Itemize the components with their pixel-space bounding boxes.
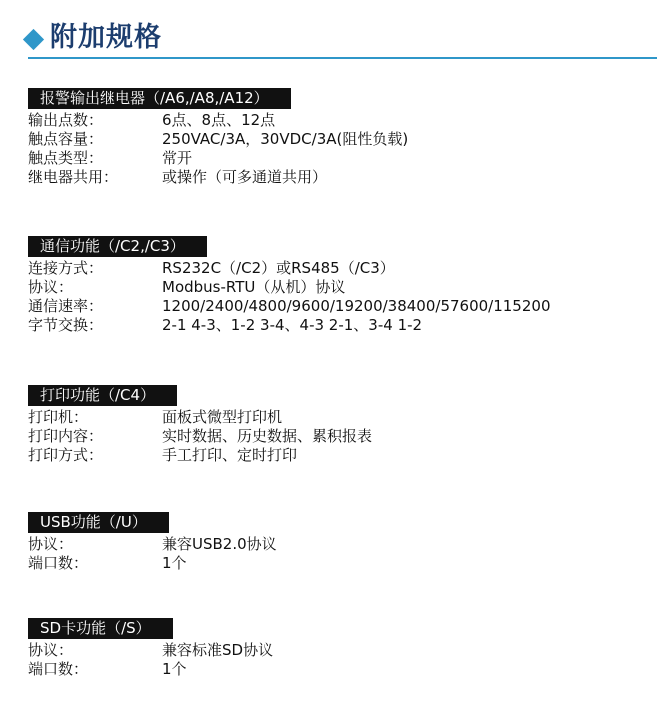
spec-value: 兼容USB2.0协议 — [162, 535, 277, 553]
spec-row — [28, 297, 551, 316]
section-title: 报警输出继电器（/A6,/A8,/A12） — [28, 88, 291, 109]
diamond-icon — [23, 28, 44, 49]
spec-row — [28, 446, 298, 465]
spec-row — [28, 278, 346, 297]
spec-row — [28, 535, 277, 554]
section-title: SD卡功能（/S） — [28, 618, 173, 639]
spec-label: 协议： — [28, 535, 74, 553]
spec-label: 连接方式： — [28, 259, 104, 277]
spec-value: RS232C（/C2）或RS485（/C3） — [162, 259, 395, 277]
section-title: USB功能（/U） — [28, 512, 169, 533]
spec-label: 继电器共用： — [28, 168, 119, 186]
section-print — [28, 385, 373, 465]
section-title: 通信功能（/C2,/C3） — [28, 236, 207, 257]
spec-value: 手工打印、定时打印 — [162, 446, 298, 464]
spec-row — [28, 427, 373, 446]
spec-label: 打印内容： — [28, 427, 104, 445]
spec-label: 输出点数： — [28, 111, 104, 129]
title-divider — [28, 57, 657, 59]
spec-row — [28, 259, 395, 278]
spec-value: 常开 — [162, 149, 193, 167]
spec-row — [28, 316, 423, 335]
section-sd-card — [28, 618, 274, 679]
spec-label: 打印方式： — [28, 446, 104, 464]
spec-row — [28, 111, 291, 130]
spec-value: 1200/2400/4800/9600/19200/38400/57600/115200 — [162, 297, 551, 315]
spec-value: 1个 — [162, 554, 187, 572]
spec-value: 6点、8点、12点 — [162, 111, 276, 129]
spec-row — [28, 641, 274, 660]
spec-label: 通信速率： — [28, 297, 104, 315]
spec-value: 或操作（可多通道共用） — [162, 168, 328, 186]
spec-value: Modbus-RTU（从机）协议 — [162, 278, 346, 296]
spec-label: 触点类型： — [28, 149, 104, 167]
page-header — [26, 20, 162, 56]
spec-row — [28, 554, 187, 573]
spec-label: 端口数： — [28, 660, 89, 678]
spec-row — [28, 149, 291, 168]
spec-value: 面板式微型打印机 — [162, 408, 283, 426]
section-communication — [28, 236, 551, 335]
section-alarm-relay — [28, 88, 409, 187]
spec-label: 端口数： — [28, 554, 89, 572]
spec-label: 协议： — [28, 641, 74, 659]
spec-label: 协议： — [28, 278, 74, 296]
section-title: 打印功能（/C4） — [28, 385, 177, 406]
spec-value: 兼容标准SD协议 — [162, 641, 274, 659]
section-usb — [28, 512, 277, 573]
spec-row — [28, 130, 409, 149]
spec-value: 250VAC/3A，30VDC/3A(阻性负载) — [162, 130, 409, 148]
spec-value: 2-1 4-3、1-2 3-4、4-3 2-1、3-4 1-2 — [162, 316, 423, 334]
spec-row — [28, 168, 328, 187]
spec-value: 实时数据、历史数据、累积报表 — [162, 427, 373, 445]
spec-value: 1个 — [162, 660, 187, 678]
spec-label: 打印机： — [28, 408, 89, 426]
spec-label: 字节交换： — [28, 316, 104, 334]
spec-label: 触点容量： — [28, 130, 104, 148]
spec-row — [28, 408, 283, 427]
spec-row — [28, 660, 187, 679]
page-title: 附加规格 — [50, 22, 162, 53]
